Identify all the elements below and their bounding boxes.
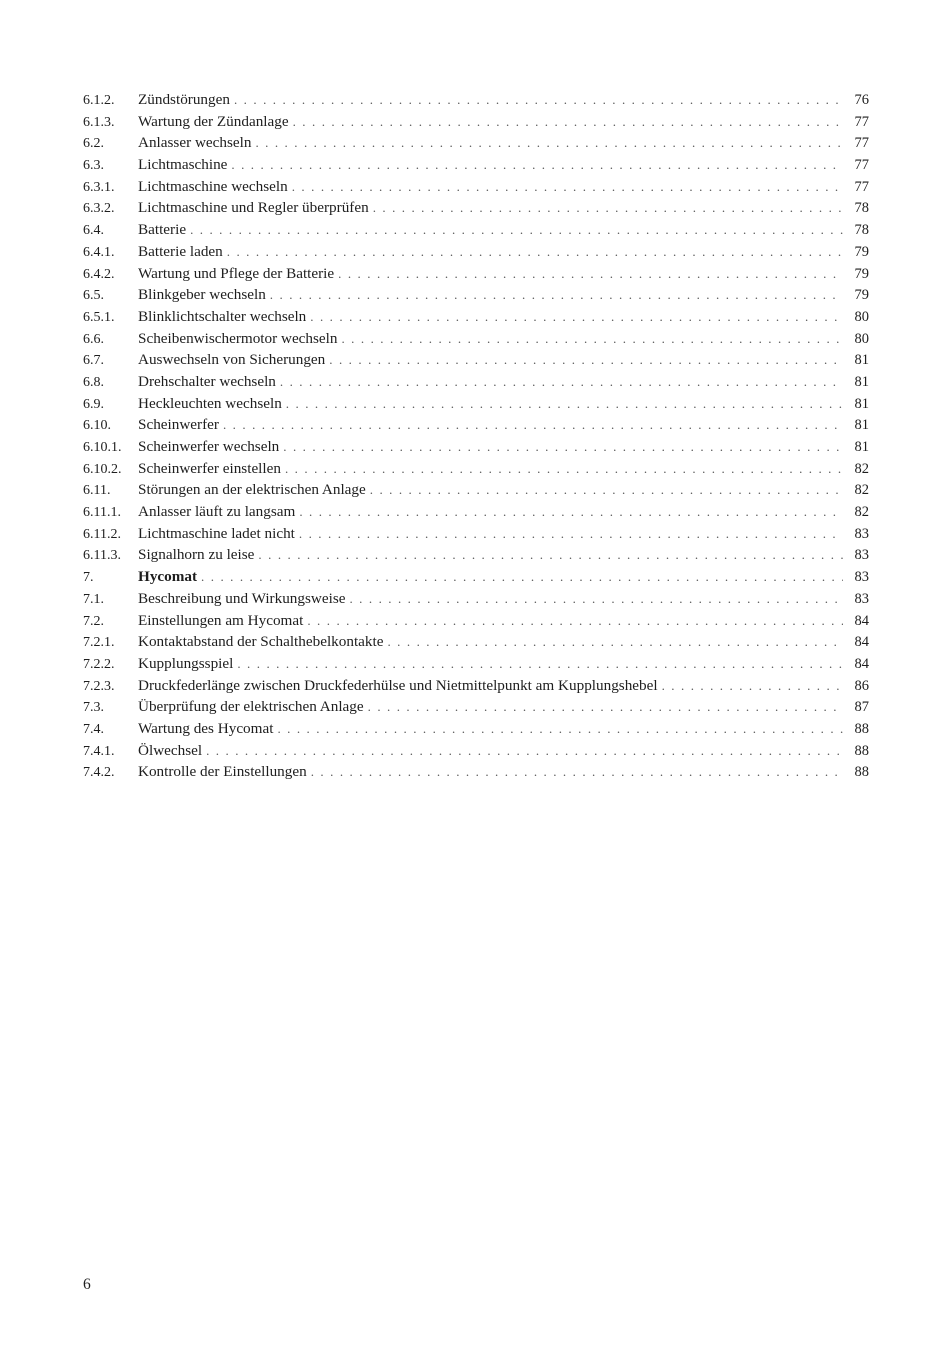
toc-dot-leader [341,328,843,350]
toc-entry-title: Kontrolle der Einstellungen [138,763,307,781]
toc-dot-leader [190,219,843,241]
toc-entry-title: Drehschalter wechseln [138,372,276,390]
toc-entry-title: Störungen an der elektrischen Anlage [138,481,366,499]
toc-entry-number: 7.3. [83,700,104,716]
toc-entry-title: Beschreibung und Wirkungsweise [138,589,346,607]
toc-entry [83,718,869,740]
toc-dot-leader [338,263,843,285]
toc-entry-title: Wartung des Hycomat [138,719,274,737]
toc-entry [83,740,869,762]
toc-entry-page: 79 [854,265,869,282]
toc-dot-leader [231,154,843,176]
toc-dot-leader [277,718,843,740]
toc-entry-number: 6.6. [83,331,104,347]
toc-entry-number: 6.4.1. [83,244,115,260]
toc-entry-page: 84 [854,655,869,672]
toc-entry [83,501,869,523]
toc-entry-title: Scheinwerfer [138,416,219,434]
toc-dot-leader [329,349,843,371]
toc-entry-number: 6.11.1. [83,505,121,521]
table-of-contents [83,89,869,783]
toc-entry-number: 6.10. [83,418,111,434]
toc-entry-title: Signalhorn zu leise [138,546,255,564]
toc-entry [83,523,869,545]
toc-entry-number: 6.11. [83,483,111,499]
toc-entry-page: 76 [854,92,869,108]
toc-entry-number: 6.1.2. [83,93,115,108]
toc-entry-page: 82 [854,460,869,477]
toc-dot-leader [299,501,843,523]
toc-dot-leader [292,176,843,198]
toc-entry-page: 77 [854,113,869,130]
toc-dot-leader [349,588,843,610]
toc-entry-page: 88 [854,720,869,737]
toc-entry [83,675,869,697]
toc-dot-leader [270,284,843,306]
toc-dot-leader [201,566,843,588]
toc-entry [83,631,869,653]
toc-entry-page: 88 [854,764,869,781]
toc-entry-number: 6.3.2. [83,201,115,217]
toc-dot-leader [206,740,843,762]
toc-entry-number: 7.2.2. [83,656,115,672]
toc-entry [83,89,869,111]
toc-entry-number: 6.4. [83,223,104,239]
toc-entry [83,696,869,718]
toc-entry-title: Auswechseln von Sicherungen [138,351,326,369]
toc-dot-leader [293,111,843,133]
toc-entry-page: 81 [854,417,869,434]
toc-entry [83,566,869,588]
toc-entry-title: Lichtmaschine wechseln [138,177,288,195]
toc-entry-number: 6.3.1. [83,179,115,195]
toc-entry-title: Zündstörungen [138,91,230,108]
toc-entry [83,328,869,350]
toc-entry-number: 7.1. [83,591,104,607]
toc-entry-number: 7. [83,570,94,586]
toc-dot-leader [258,544,843,566]
toc-entry-number: 6.3. [83,158,104,174]
toc-entry-title: Batterie laden [138,242,223,260]
toc-entry [83,263,869,285]
toc-dot-leader [307,610,843,632]
toc-entry-number: 6.10.2. [83,461,122,477]
toc-dot-leader [310,306,843,328]
toc-entry-title: Blinklichtschalter wechseln [138,307,307,325]
toc-entry-page: 83 [854,525,869,542]
toc-entry-page: 87 [854,699,869,716]
toc-entry-page: 77 [854,157,869,174]
toc-entry-title: Kontaktabstand der Schalthebelkontakte [138,633,384,651]
toc-entry-page: 80 [854,308,869,325]
toc-dot-leader [311,761,843,783]
toc-entry-title: Lichtmaschine und Regler überprüfen [138,199,369,217]
toc-entry-page: 82 [854,482,869,499]
toc-entry-page: 84 [854,634,869,651]
toc-entry-title: Lichtmaschine ladet nicht [138,524,295,542]
toc-entry-page: 77 [854,178,869,195]
toc-entry-page: 88 [854,742,869,759]
toc-entry-number: 6.8. [83,374,104,390]
toc-dot-leader [285,458,843,480]
toc-entry-title: Blinkgeber wechseln [138,286,266,304]
toc-entry-page: 81 [854,373,869,390]
toc-entry [83,132,869,154]
toc-entry-number: 7.2.3. [83,678,115,694]
toc-entry [83,393,869,415]
toc-entry-title: Lichtmaschine [138,156,228,174]
toc-entry [83,349,869,371]
toc-entry [83,479,869,501]
toc-entry-number: 7.2. [83,613,104,629]
toc-entry [83,458,869,480]
toc-dot-leader [234,89,843,111]
toc-dot-leader [299,523,843,545]
toc-entry [83,154,869,176]
toc-entry-page: 83 [854,547,869,564]
toc-entry [83,306,869,328]
toc-dot-leader [662,675,843,697]
toc-dot-leader [286,393,843,415]
toc-entry [83,371,869,393]
toc-entry-number: 6.10.1. [83,440,122,455]
toc-entry-title: Scheinwerfer einstellen [138,459,281,477]
toc-entry-title: Kupplungsspiel [138,654,234,672]
toc-entry-number: 7.4. [83,721,104,737]
toc-entry-page: 81 [854,395,869,412]
toc-entry-page: 82 [854,504,869,521]
toc-entry-number: 6.9. [83,396,104,412]
toc-dot-leader [280,371,843,393]
page-number: 6 [83,1276,91,1293]
toc-entry-number: 6.11.2. [83,526,121,542]
toc-entry [83,219,869,241]
toc-dot-leader [255,132,843,154]
toc-entry-number: 6.1.3. [83,114,115,130]
toc-entry [83,197,869,219]
toc-entry [83,610,869,632]
toc-entry [83,653,869,675]
toc-entry-title: Hycomat [138,568,198,586]
toc-entry-number: 6.5.1. [83,309,115,325]
toc-entry [83,111,869,133]
toc-entry-title: Batterie [138,221,187,239]
toc-entry [83,544,869,566]
toc-dot-leader [223,414,843,436]
toc-entry-title: Überprüfung der elektrischen Anlage [138,698,364,716]
toc-entry-page: 86 [854,677,869,694]
toc-entry-number: 6.11.3. [83,548,121,564]
toc-entry-title: Scheibenwischermotor wechseln [138,329,338,347]
toc-entry-page: 77 [854,135,869,152]
toc-entry-number: 7.4.2. [83,765,115,781]
toc-entry-page: 83 [854,569,869,586]
toc-entry-page: 79 [854,287,869,304]
toc-entry [83,414,869,436]
toc-entry-title: Heckleuchten wechseln [138,394,282,412]
toc-entry-page: 80 [854,330,869,347]
toc-entry-page: 78 [854,200,869,217]
toc-dot-leader [227,241,843,263]
toc-entry-number: 6.5. [83,288,104,304]
toc-dot-leader [370,479,843,501]
toc-entry-page: 78 [854,222,869,239]
toc-dot-leader [283,436,843,458]
toc-dot-leader [373,197,843,219]
toc-entry-title: Druckfederlänge zwischen Druckfederhülse und Nietmittelpunkt am Kupplungshebel [138,676,658,694]
toc-entry [83,761,869,783]
toc-entry-number: 6.2. [83,136,104,152]
toc-entry-page: 83 [854,590,869,607]
toc-entry-page: 81 [854,352,869,369]
toc-entry [83,241,869,263]
toc-entry-title: Wartung und Pflege der Batterie [138,264,335,282]
toc-dot-leader [368,696,843,718]
toc-entry-title: Ölwechsel [138,741,203,759]
toc-entry-title: Wartung der Zündanlage [138,112,289,130]
toc-entry [83,284,869,306]
toc-entry-number: 6.4.2. [83,266,115,282]
toc-entry-page: 84 [854,612,869,629]
toc-entry-number: 7.4.1. [83,743,115,759]
toc-dot-leader [387,631,843,653]
toc-entry-number: 7.2.1. [83,635,115,651]
toc-entry-title: Scheinwerfer wechseln [138,438,280,455]
toc-entry-page: 81 [854,439,869,455]
toc-entry-title: Anlasser wechseln [138,134,252,152]
toc-entry-page: 79 [854,243,869,260]
toc-dot-leader [237,653,843,675]
toc-entry [83,176,869,198]
toc-entry-number: 6.7. [83,353,104,369]
toc-entry-title: Einstellungen am Hycomat [138,611,304,629]
toc-entry [83,436,869,458]
toc-entry-title: Anlasser läuft zu langsam [138,503,296,521]
toc-entry [83,588,869,610]
